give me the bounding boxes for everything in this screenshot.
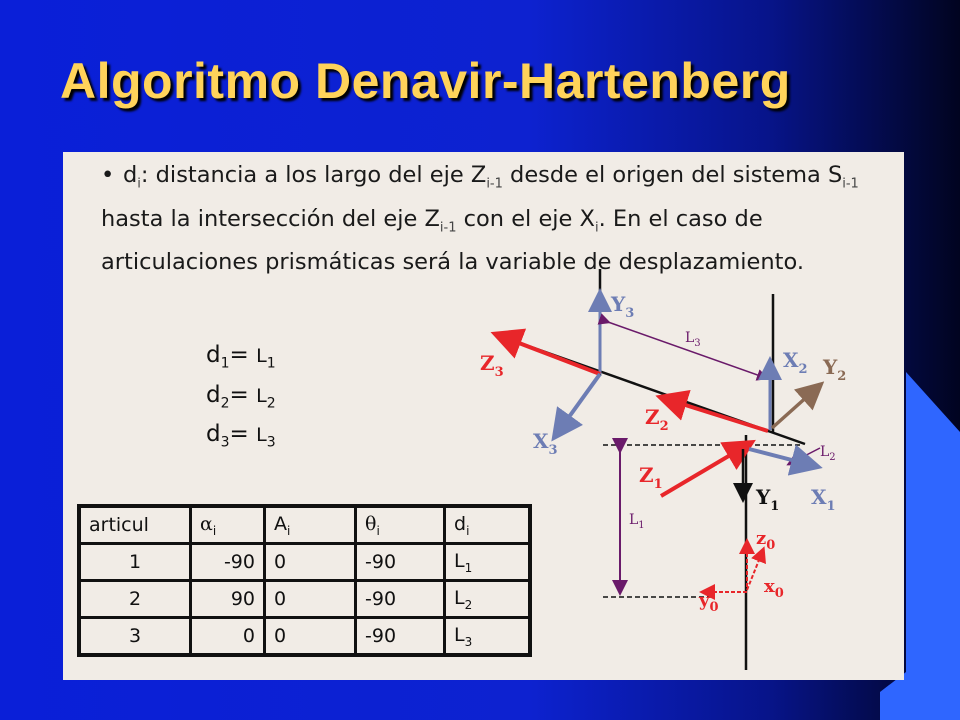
cell-articul: 2 (79, 581, 191, 618)
label-z1: $Z_1$ (639, 463, 663, 492)
label-x2: $X_2$ (783, 348, 808, 377)
label-z3: $Z_3$ (480, 351, 504, 380)
cell-alpha: -90 (191, 544, 265, 581)
z1-axis-arrow (661, 444, 749, 496)
text-part-4: con el eje X (456, 205, 595, 232)
cell-d: $L_2$ (445, 581, 531, 618)
y2-axis-arrow (772, 386, 819, 428)
header-articul: articul (79, 506, 191, 544)
d-value-row: $d_2= L_2$ (206, 381, 276, 412)
label-y2: $Y_2$ (823, 355, 847, 384)
cell-a: 0 (265, 618, 356, 656)
header-a: $A_i$ (265, 506, 356, 544)
d-subscript: i (137, 176, 141, 192)
cell-theta: -90 (356, 544, 445, 581)
cell-alpha: 0 (191, 618, 265, 656)
label-l1: $L_1$ (629, 512, 645, 531)
label-y3: $Y_3$ (611, 292, 635, 321)
z3-axis-arrow (498, 335, 600, 374)
cell-d: $L_3$ (445, 618, 531, 656)
x3-axis-arrow (556, 374, 600, 435)
cell-a: 0 (265, 581, 356, 618)
cell-alpha: 90 (191, 581, 265, 618)
label-y0: $y_0$ (699, 590, 719, 615)
label-z0: $z_0$ (756, 528, 776, 553)
label-l3: $L_3$ (685, 330, 701, 349)
d-value-row: $d_3= L_3$ (206, 421, 276, 451)
cell-theta: -90 (356, 581, 445, 618)
kinematic-frames-diagram (63, 152, 904, 680)
d-symbol: d (123, 162, 138, 188)
z2-axis-arrow (663, 398, 768, 431)
cell-theta: -90 (356, 618, 445, 656)
label-z2: $Z_2$ (645, 405, 669, 434)
z2-subscript: i-1 (439, 220, 457, 235)
text-part-1: : distancia a los largo del eje Z (140, 162, 487, 188)
label-x1: $X_1$ (811, 485, 836, 514)
label-l2: $L_2$ (820, 444, 836, 463)
x0-axis-arrow (747, 550, 763, 590)
d-value-row: $d_1= L_1$ (206, 342, 276, 372)
header-d: $d_i$ (445, 506, 531, 544)
text-part-2: desde el origen del sistema S (502, 162, 843, 188)
cell-a: 0 (265, 544, 356, 581)
x-subscript: i (594, 220, 599, 235)
label-y1: $Y_1$ (756, 485, 780, 514)
cell-d: $L_1$ (445, 544, 531, 581)
text-part-3: hasta la intersección del eje Z (101, 205, 440, 232)
text-part-5: . En el caso de articulaciones prismáticas será la variable de desplazamiento. (101, 205, 804, 275)
header-alpha: $\alpha_i$ (191, 506, 265, 544)
x1-axis-arrow (749, 449, 815, 466)
slide-title: Algoritmo Denavir-Hartenberg (60, 53, 791, 109)
cell-articul: 3 (79, 618, 191, 656)
z-subscript: i-1 (486, 176, 503, 192)
s-subscript: i-1 (842, 176, 859, 192)
label-x0: $x_0$ (764, 576, 784, 601)
label-x3: $X_3$ (533, 429, 558, 458)
bullet-marker: • (101, 162, 115, 188)
header-theta: $\theta_i$ (356, 506, 445, 544)
content-panel (63, 152, 904, 680)
cell-articul: 1 (79, 544, 191, 581)
